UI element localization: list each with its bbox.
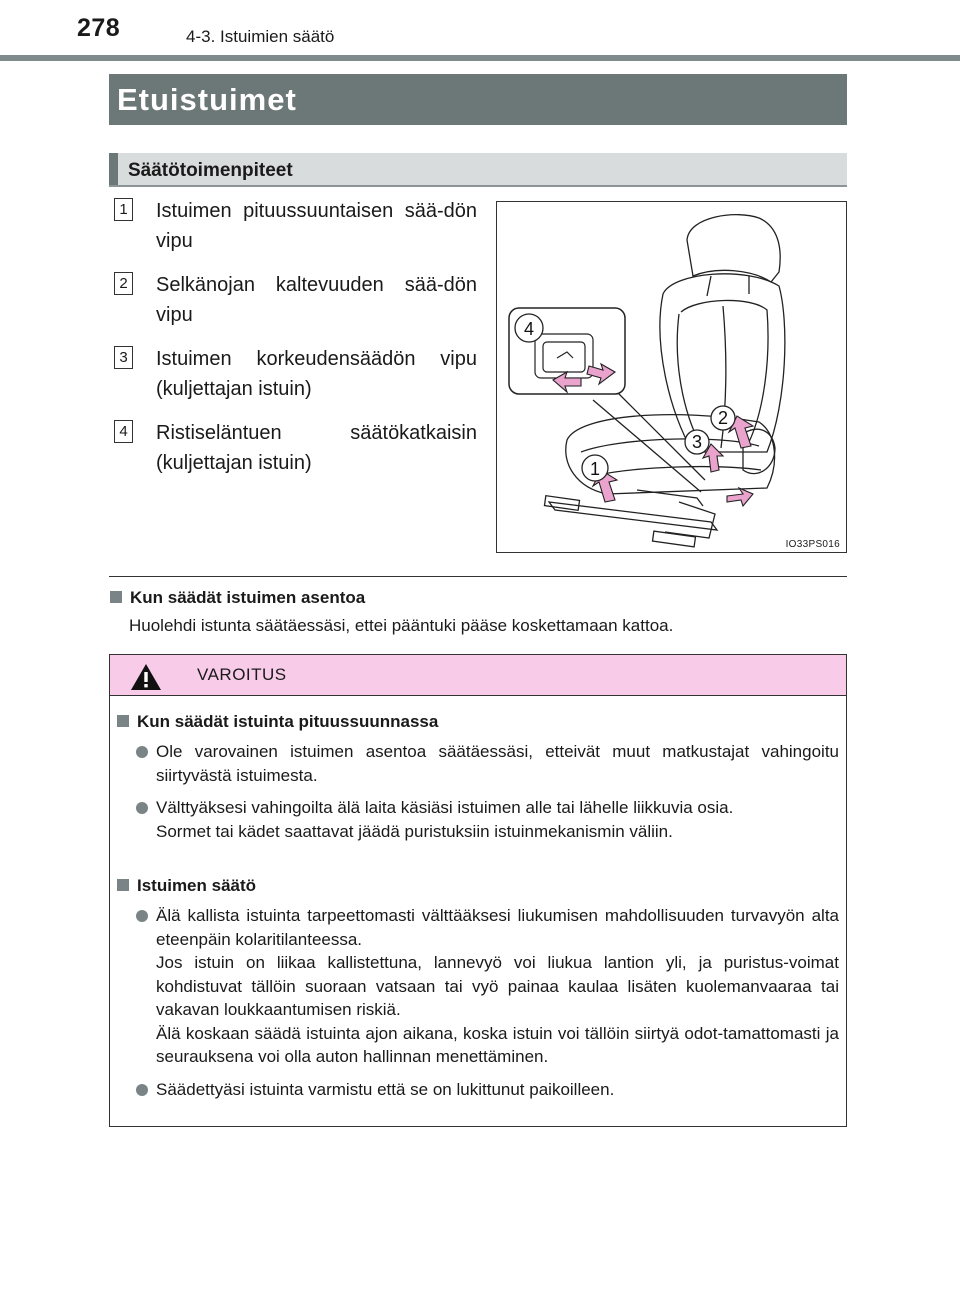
round-bullet-icon bbox=[136, 1084, 148, 1096]
section-divider bbox=[109, 576, 847, 577]
square-bullet-icon bbox=[117, 715, 129, 727]
warning-item-text: Jos istuin on liikaa kallistettuna, lannevyö voi liukua lantion yli, ja puristus-voimat kohdistuvat tällöin suoraan vatsaan tai vyö painaa kaulaa lisäten kuolemanvaaraa tai vakavan loukkaantumisen riskiä. bbox=[156, 953, 839, 1019]
running-head: 4-3. Istuimien säätö bbox=[186, 27, 335, 46]
part-text: Ristiseläntuen säätökatkaisin (kuljettajan istuin) bbox=[156, 422, 477, 474]
warning-triangle-icon bbox=[130, 663, 162, 691]
warning-heading-text: Istuimen säätö bbox=[137, 876, 257, 895]
round-bullet-icon bbox=[136, 746, 148, 758]
callout-4: 4 bbox=[523, 319, 535, 339]
seat-illustration bbox=[496, 201, 847, 553]
page-number: 278 bbox=[77, 14, 121, 42]
subsection-title: Säätötoimenpiteet bbox=[128, 160, 293, 181]
part-text: Istuimen korkeudensäädön vipu (kuljettajan istuin) bbox=[156, 348, 477, 400]
note-text: Huolehdi istunta säätäessäsi, ettei pääntuki pääse koskettamaan kattoa. bbox=[129, 616, 674, 635]
warning-heading-text: Kun säädät istuinta pituussuunnassa bbox=[137, 712, 439, 731]
part-item bbox=[114, 196, 477, 256]
warning-item-text: Välttyäksesi vahingoilta älä laita käsiäsi istuimen alle tai lähelle liikkuvia osia. bbox=[156, 798, 734, 817]
round-bullet-icon bbox=[136, 802, 148, 814]
part-item bbox=[114, 344, 477, 404]
figure-id: IO33PS016 bbox=[785, 539, 840, 550]
warning-header bbox=[110, 655, 846, 696]
header-rule bbox=[0, 55, 960, 61]
part-item bbox=[114, 418, 477, 478]
subsection-header bbox=[109, 153, 847, 187]
warning-item-text: Ole varovainen istuimen asentoa säätäessäsi, etteivät muut matkustajat vahingoitu siirtyvästä istuimesta. bbox=[156, 742, 839, 785]
section-title: Etuistuimet bbox=[109, 74, 847, 125]
warning-item-text: Älä koskaan säädä istuinta ajon aikana, koska istuin voi tällöin siirtyä odot-tamattomasti ja seurauksena voi olla auton hallinnan menettäminen. bbox=[156, 1023, 839, 1066]
callout-2: 2 bbox=[717, 408, 729, 428]
warning-heading bbox=[117, 712, 438, 732]
note-heading bbox=[110, 588, 365, 608]
part-number: 3 bbox=[114, 346, 133, 369]
part-number: 2 bbox=[114, 272, 133, 295]
parts-list bbox=[114, 196, 477, 492]
subsection-bar bbox=[109, 153, 118, 185]
part-number: 4 bbox=[114, 420, 133, 443]
warning-item-text: Älä kallista istuinta tarpeettomasti välttääksesi liukumisen mahdollisuuden turvavyön alta eteenpäin kolaritilanteessa. bbox=[156, 906, 839, 949]
warning-item bbox=[136, 740, 839, 787]
warning-item bbox=[136, 904, 839, 1069]
square-bullet-icon bbox=[117, 879, 129, 891]
callout-3: 3 bbox=[691, 432, 703, 452]
warning-item bbox=[136, 1078, 839, 1102]
part-item bbox=[114, 270, 477, 330]
part-text: Selkänojan kaltevuuden sää-dön vipu bbox=[156, 274, 477, 326]
seat-drawing bbox=[497, 202, 846, 552]
part-number: 1 bbox=[114, 198, 133, 221]
round-bullet-icon bbox=[136, 910, 148, 922]
warning-heading bbox=[117, 876, 256, 896]
warning-item-text: Sormet tai kädet saattavat jäädä puristuksiin istuinmekanismin väliin. bbox=[156, 821, 673, 841]
note-heading-text: Kun säädät istuimen asentoa bbox=[130, 588, 366, 607]
warning-item bbox=[136, 796, 839, 843]
callout-1: 1 bbox=[589, 459, 601, 479]
square-bullet-icon bbox=[110, 591, 122, 603]
warning-box bbox=[109, 654, 847, 1127]
warning-item-text: Säädettyäsi istuinta varmistu että se on lukittunut paikoilleen. bbox=[156, 1080, 615, 1099]
part-text: Istuimen pituussuuntaisen sää-dön vipu bbox=[156, 200, 477, 252]
warning-label: VAROITUS bbox=[197, 665, 287, 684]
